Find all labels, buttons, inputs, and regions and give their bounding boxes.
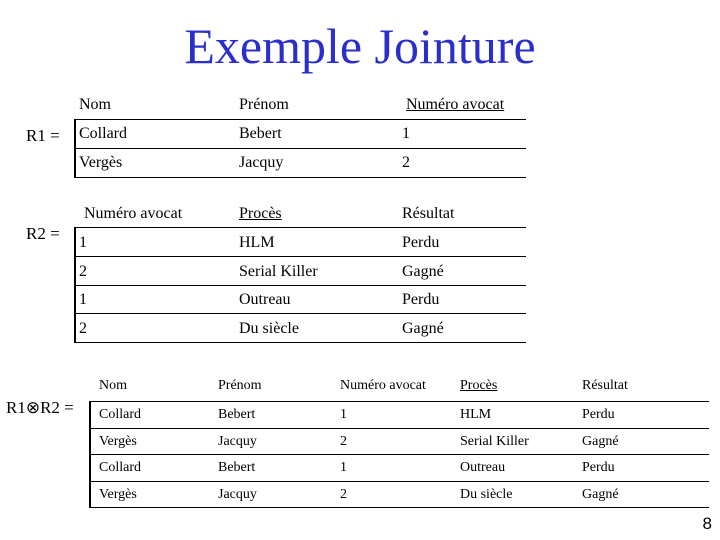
r2-rule xyxy=(74,285,526,286)
r2-cell: Gagné xyxy=(402,320,444,337)
join-cell: Perdu xyxy=(582,407,615,422)
r1-cell: 1 xyxy=(402,125,410,142)
r2-cell: Du siècle xyxy=(239,320,299,337)
r2-cell: Outreau xyxy=(239,291,291,308)
join-rule xyxy=(89,428,709,429)
join-header-nom: Nom xyxy=(99,378,127,393)
join-cell: Perdu xyxy=(582,460,615,475)
join-cell: Du siècle xyxy=(460,487,513,502)
r2-cell: Perdu xyxy=(402,291,440,308)
join-cell: 2 xyxy=(340,434,347,449)
r1-header-nom: Nom xyxy=(79,96,111,113)
join-cell: Outreau xyxy=(460,460,506,475)
r2-rule xyxy=(74,313,526,314)
join-cell: 2 xyxy=(340,487,347,502)
r2-header-resultat: Résultat xyxy=(402,205,455,222)
join-cell: Bebert xyxy=(218,460,256,475)
join-header-numero: Numéro avocat xyxy=(340,378,426,393)
join-cell: Collard xyxy=(99,460,141,475)
r1-bracket-line xyxy=(74,120,76,178)
join-label xyxy=(6,398,74,418)
r1-cell: Bebert xyxy=(239,125,282,142)
join-cell: Gagné xyxy=(582,434,619,449)
join-rule xyxy=(89,481,709,482)
r2-cell: 2 xyxy=(79,263,87,280)
r2-label: R2 = xyxy=(26,224,60,243)
join-cell: Jacquy xyxy=(218,434,257,449)
r1-header-prenom: Prénom xyxy=(239,96,289,113)
join-cell: Vergès xyxy=(99,434,137,449)
r1-cell: Collard xyxy=(79,125,127,142)
r2-cell: Gagné xyxy=(402,263,444,280)
join-cell: Bebert xyxy=(218,407,256,422)
join-label-right: R2 = xyxy=(40,398,74,417)
join-bracket-line xyxy=(89,402,91,508)
r2-cell: 1 xyxy=(79,234,87,251)
join-cell: Serial Killer xyxy=(460,434,529,449)
r2-rule xyxy=(74,227,526,228)
r1-rule xyxy=(74,177,526,178)
join-cell: 1 xyxy=(340,407,347,422)
join-cell: Collard xyxy=(99,407,141,422)
join-rule xyxy=(89,507,709,508)
r2-cell: Serial Killer xyxy=(239,263,318,280)
join-header-resultat: Résultat xyxy=(582,378,628,393)
r2-cell: 2 xyxy=(79,320,87,337)
join-header-proces: Procès xyxy=(460,378,498,393)
r2-header-proces: Procès xyxy=(239,205,282,222)
r2-header-numero: Numéro avocat xyxy=(84,205,183,222)
r1-label: R1 = xyxy=(26,126,60,145)
r1-cell: Vergès xyxy=(79,154,123,171)
r1-cell: 2 xyxy=(402,154,410,171)
join-header-prenom: Prénom xyxy=(218,378,262,393)
join-cell: 1 xyxy=(340,460,347,475)
r2-rule xyxy=(74,256,526,257)
join-cell: Jacquy xyxy=(218,487,257,502)
r2-cell: HLM xyxy=(239,234,275,251)
join-cell: Vergès xyxy=(99,487,137,502)
r1-rule xyxy=(74,148,526,149)
page-number: 8 xyxy=(702,514,712,533)
join-operator: ⊗ xyxy=(25,398,41,417)
r1-header-numero: Numéro avocat xyxy=(406,96,505,113)
join-rule xyxy=(89,454,709,455)
r2-cell: Perdu xyxy=(402,234,440,251)
join-cell: HLM xyxy=(460,407,492,422)
join-cell: Gagné xyxy=(582,487,619,502)
r1-cell: Jacquy xyxy=(239,154,284,171)
join-label-left: R1 xyxy=(6,398,26,417)
r1-rule xyxy=(74,119,526,120)
join-rule xyxy=(89,401,709,402)
r2-rule xyxy=(74,342,526,343)
page-title: Exemple Jointure xyxy=(184,18,536,74)
r2-cell: 1 xyxy=(79,291,87,308)
